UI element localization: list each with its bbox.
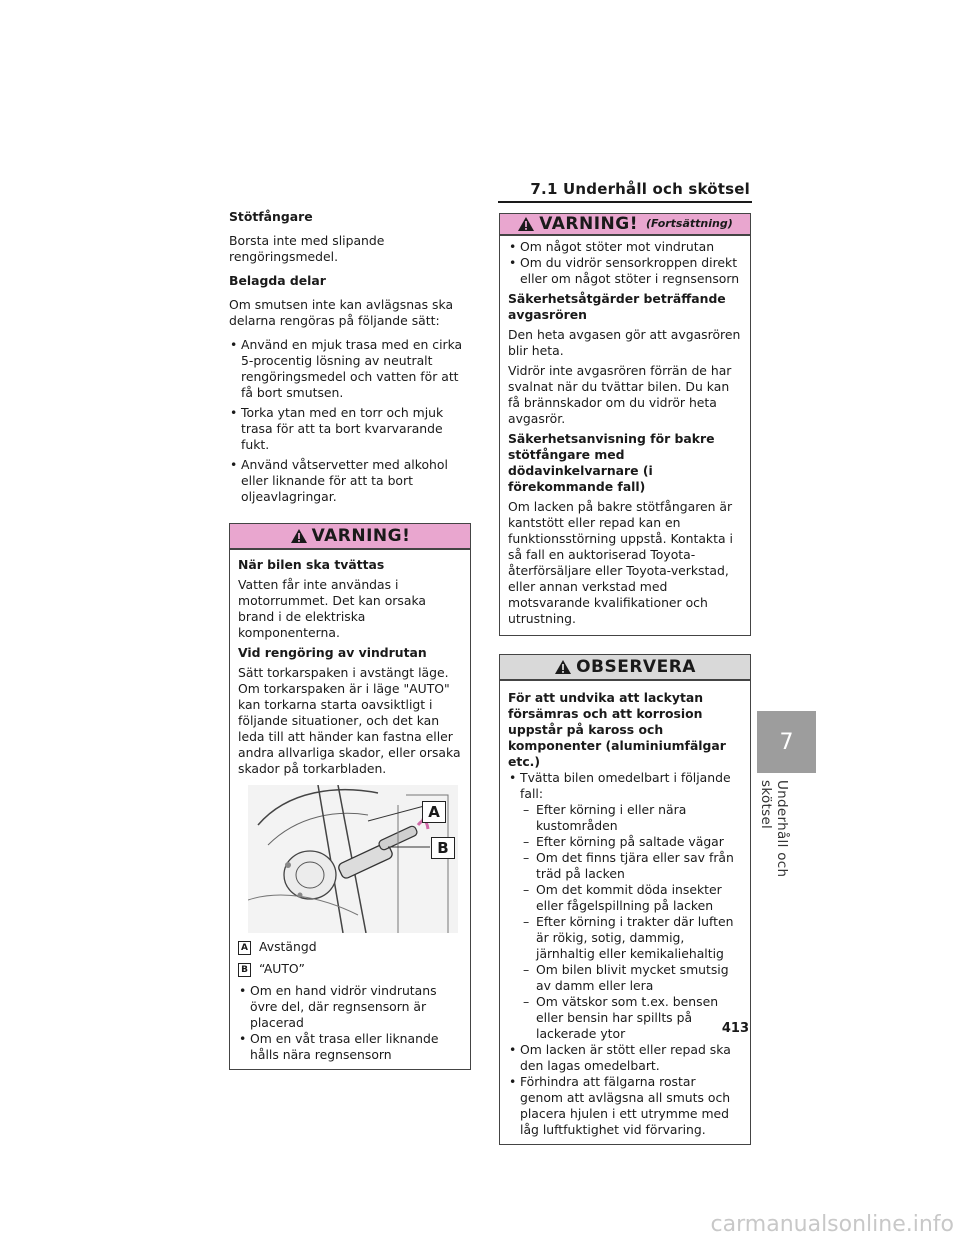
dash-item: – Om det kommit döda insekter eller fågelspillning på lacken bbox=[508, 882, 742, 914]
list-item: • Använd våtservetter med alkohol eller liknande för att ta bort oljeavlagringar. bbox=[229, 457, 471, 505]
warning-box-continued bbox=[499, 213, 751, 636]
legend-key: A bbox=[238, 941, 251, 955]
observe-header bbox=[500, 654, 750, 681]
observe-box bbox=[499, 654, 751, 1145]
heading-bumper: Stötfångare bbox=[229, 209, 313, 224]
paragraph: Borsta inte med slipande rengöringsmedel. bbox=[229, 233, 385, 264]
warning-body bbox=[230, 550, 470, 1069]
bullet-list bbox=[508, 1042, 742, 1138]
bullet-list bbox=[238, 983, 462, 1063]
paragraph: Om smutsen inte kan avlägsnas ska delarna rengöras på följande sätt: bbox=[229, 297, 454, 328]
dash-item: – Efter körning på saltade vägar bbox=[508, 834, 742, 850]
dash-list bbox=[508, 802, 742, 1042]
warning-title: VARNING! bbox=[311, 526, 411, 546]
list-item: • Om en hand vidrör vindrutans övre del, där regnsensorn är placerad bbox=[238, 983, 462, 1031]
list-item: • Förhindra att fälgarna rostar genom att avlägsna all smuts och placera hjulen i ett utrymme med låg luftfuktighet vid förvaring. bbox=[508, 1074, 742, 1138]
figure-label-a: A bbox=[422, 801, 446, 823]
dash-item: – Om det finns tjära eller sav från träd på lacken bbox=[508, 850, 742, 882]
section-title: 7.1 Underhåll och skötsel bbox=[530, 180, 750, 198]
figure-label-b: B bbox=[431, 837, 455, 859]
paragraph: Vidrör inte avgasrören förrän de har svalnat när du tvättar bilen. Du kan få brännskador om du vidrör heta avgasrör. bbox=[508, 363, 732, 426]
legend-text: Avstängd bbox=[259, 939, 317, 954]
list-item: • Om du vidrör sensorkroppen direkt eller om något stöter i regnsensorn bbox=[508, 255, 742, 287]
watermark: carmanualsonline.info bbox=[710, 1212, 954, 1237]
list-item: • Använd en mjuk trasa med en cirka 5-procentig lösning av neutralt rengöringsmedel och vatten för att få bort smutsen. bbox=[229, 337, 471, 401]
right-column bbox=[499, 213, 751, 1145]
list-item: • Om en våt trasa eller liknande hålls nära regnsensorn bbox=[238, 1031, 462, 1063]
left-column bbox=[229, 209, 471, 1070]
page-number: 413 bbox=[721, 1021, 749, 1036]
warning-continued-label: (Fortsättning) bbox=[646, 217, 733, 230]
paragraph: Den heta avgasen gör att avgasrören blir heta. bbox=[508, 327, 741, 358]
observe-body bbox=[500, 681, 750, 1144]
notice-triangle-icon bbox=[554, 659, 572, 675]
heading-exhaust: Säkerhetsåtgärder beträffande avgasrören bbox=[508, 291, 726, 322]
heading-windshield: Vid rengöring av vindrutan bbox=[238, 645, 427, 660]
header-divider bbox=[498, 201, 752, 203]
paragraph: Sätt torkarspaken i avstängt läge. Om torkarspaken är i läge "AUTO" kan torkarna starta oavsiktligt i följande situationer, och det kan leda till att händer kan fastna eller andra allvarliga skador, eller orsaka skador på torkarbladen. bbox=[238, 665, 461, 776]
dash-item: – Om vätskor som t.ex. bensen eller bensin har spillts på lackerade ytor bbox=[508, 994, 742, 1042]
legend-key: B bbox=[238, 963, 251, 977]
dash-item: – Om bilen blivit mycket smutsig av damm eller lera bbox=[508, 962, 742, 994]
legend-item bbox=[238, 961, 462, 977]
heading-coated-parts: Belagda delar bbox=[229, 273, 326, 288]
bullet-list bbox=[508, 239, 742, 287]
observe-title: OBSERVERA bbox=[576, 657, 696, 677]
dash-item: – Efter körning i trakter där luften är rökig, sotig, dammig, järnhaltig eller kemikaliehaltig bbox=[508, 914, 742, 962]
heading-blind-spot: Säkerhetsanvisning för bakre stötfångare med dödavinkelvarnare (i förekommande fall) bbox=[508, 431, 715, 494]
chapter-tab: 7 bbox=[757, 711, 816, 773]
warning-header bbox=[230, 523, 470, 550]
warning-triangle-icon bbox=[517, 216, 535, 232]
bullet-list bbox=[508, 770, 742, 802]
paragraph: Vatten får inte användas i motorrummet. Det kan orsaka brand i de elektriska komponenterna. bbox=[238, 577, 426, 640]
heading-washing: När bilen ska tvättas bbox=[238, 557, 385, 572]
list-item-text: Tvätta bilen omedelbart i följande fall: bbox=[520, 770, 731, 801]
legend-text: “AUTO” bbox=[259, 961, 305, 976]
legend-item bbox=[238, 939, 462, 955]
list-item: • Om något stöter mot vindrutan bbox=[508, 239, 742, 255]
dash-item: – Efter körning i eller nära kustområden bbox=[508, 802, 742, 834]
warning-title: VARNING! bbox=[539, 214, 638, 234]
warning-triangle-icon bbox=[290, 528, 308, 544]
wiper-lever-illustration bbox=[248, 785, 458, 933]
paragraph: Om lacken på bakre stötfångaren är kantstött eller repad kan en funktionsstörning uppstå. Kontakta i så fall en auktoriserad Toyota-återförsäljare eller Toyota-verkstad, eller annan verkstad med motsvarande kvalifikationer och utrustning. bbox=[508, 499, 733, 626]
chapter-side-label: Underhåll och skötsel bbox=[758, 780, 790, 878]
bullet-list bbox=[229, 337, 471, 505]
warning-body bbox=[500, 236, 750, 635]
list-item: • Torka ytan med en torr och mjuk trasa för att ta bort kvarvarande fukt. bbox=[229, 405, 471, 453]
heading-paint-protection: För att undvika att lackytan försämras och att korrosion uppstår på kaross och komponenter (aluminiumfälgar etc.) bbox=[508, 690, 726, 769]
warning-box bbox=[229, 523, 471, 1070]
list-item: • Om lacken är stött eller repad ska den lagas omedelbart. bbox=[508, 1042, 742, 1074]
list-item bbox=[508, 770, 742, 802]
warning-header bbox=[500, 213, 750, 236]
